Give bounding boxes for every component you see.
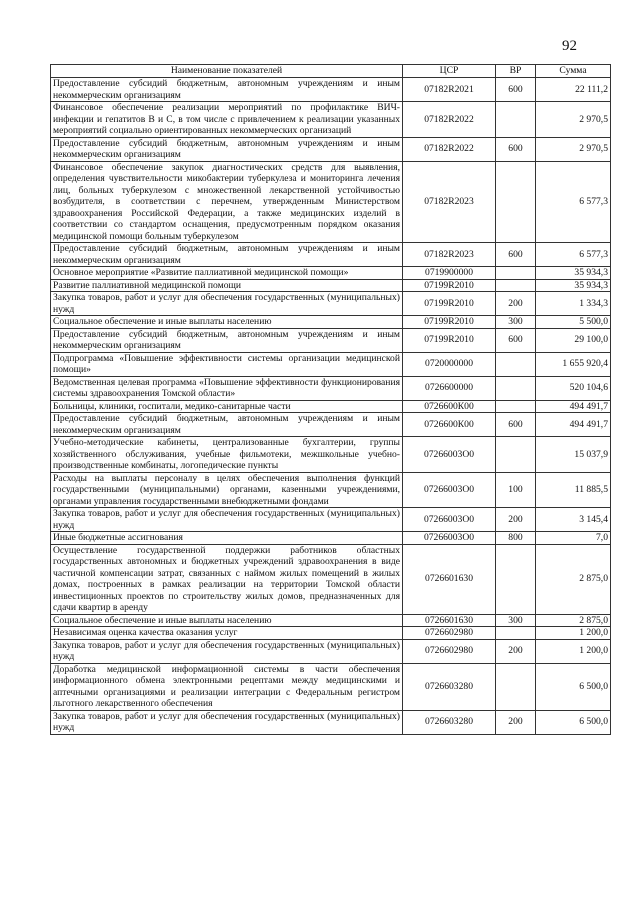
row-sum: 6 577,3 [536,243,611,267]
table-row [51,352,611,376]
row-vr: 600 [496,328,536,352]
row-sum: 1 200,0 [536,639,611,663]
row-csr: 0726602980 [403,627,496,640]
row-csr: 0726600К00 [403,413,496,437]
row-name: Предоставление субсидий бюджетным, автономным учреждениям и иным некоммерческим организациям [51,137,403,161]
row-vr: 100 [496,472,536,508]
row-vr [496,437,536,473]
budget-table [50,64,611,735]
row-vr: 600 [496,137,536,161]
row-sum: 29 100,0 [536,328,611,352]
row-csr: 0726603280 [403,663,496,710]
table-row [51,102,611,138]
table-row [51,532,611,545]
row-sum: 520 104,6 [536,376,611,400]
header-vr: ВР [496,65,536,78]
row-csr: 0726603280 [403,710,496,734]
row-vr [496,544,536,614]
row-vr: 800 [496,532,536,545]
row-csr: 0726601630 [403,544,496,614]
row-sum: 3 145,4 [536,508,611,532]
row-vr: 600 [496,78,536,102]
table-row [51,639,611,663]
row-vr: 300 [496,614,536,627]
row-vr [496,102,536,138]
row-csr: 07199R2010 [403,292,496,316]
row-sum: 2 875,0 [536,614,611,627]
row-name: Закупка товаров, работ и услуг для обеспечения государственных (муниципальных) нужд [51,508,403,532]
row-name: Ведомственная целевая программа «Повышение эффективности функционирования системы здравоохранения Томской области» [51,376,403,400]
table-row [51,614,611,627]
row-sum: 494 491,7 [536,413,611,437]
row-sum: 494 491,7 [536,400,611,413]
row-name: Финансовое обеспечение закупок диагностических средств для выявления, определения чувствительности микобактерии туберкулеза и мониторинга лечения лиц, больных туберкулезом с множественной лекарственной устойчивостью возбудителя, в соответствии с перечнем, утвержденным Министерством здравоохранения Российской Федерации, а также медицинских изделий в соответствии со стандартом оснащения, предусмотренным порядком оказания медицинской помощи больным туберкулезом [51,161,403,243]
row-sum: 6 500,0 [536,663,611,710]
header-name: Наименование показателей [51,65,403,78]
row-csr: 07199R2010 [403,328,496,352]
header-sum: Сумма [536,65,611,78]
table-row [51,316,611,329]
row-name: Предоставление субсидий бюджетным, автономным учреждениям и иным некоммерческим организациям [51,328,403,352]
row-sum: 22 111,2 [536,78,611,102]
row-vr [496,376,536,400]
row-vr [496,267,536,280]
row-csr: 07199R2010 [403,316,496,329]
row-vr: 200 [496,639,536,663]
table-row [51,292,611,316]
row-sum: 35 934,3 [536,279,611,292]
row-vr: 200 [496,292,536,316]
row-name: Предоставление субсидий бюджетным, автономным учреждениям и иным некоммерческим организациям [51,413,403,437]
table-row [51,267,611,280]
row-name: Предоставление субсидий бюджетным, автономным учреждениям и иным некоммерческим организациям [51,78,403,102]
table-row [51,243,611,267]
row-vr [496,352,536,376]
table-header-row [51,65,611,78]
row-name: Финансовое обеспечение реализации мероприятий по профилактике ВИЧ-инфекции и гепатитов B и C, в том числе с привлечением к реализации указанных мероприятий социально ориентированных некоммерческих организаций [51,102,403,138]
row-vr: 200 [496,710,536,734]
row-sum: 5 500,0 [536,316,611,329]
row-sum: 15 037,9 [536,437,611,473]
row-csr: 07182R2023 [403,243,496,267]
row-csr: 07182R2022 [403,102,496,138]
row-name: Основное мероприятие «Развитие паллиативной медицинской помощи» [51,267,403,280]
row-csr: 0726600000 [403,376,496,400]
table-row [51,376,611,400]
table-row [51,413,611,437]
row-csr: 07182R2021 [403,78,496,102]
row-name: Иные бюджетные ассигнования [51,532,403,545]
table-row [51,161,611,243]
table-row [51,710,611,734]
row-sum: 1 655 920,4 [536,352,611,376]
row-vr: 300 [496,316,536,329]
row-sum: 7,0 [536,532,611,545]
row-name: Доработка медицинской информационной системы в части обеспечения информационного обмена электронными рецептами между медицинскими и аптечными организациями и реализации интеграции с Федеральным регистром льготного лекарственного обеспечения [51,663,403,710]
row-name: Больницы, клиники, госпитали, медико-санитарные части [51,400,403,413]
header-csr: ЦСР [403,65,496,78]
row-vr [496,279,536,292]
table-row [51,279,611,292]
row-csr: 07182R2023 [403,161,496,243]
row-name: Расходы на выплаты персоналу в целях обеспечения выполнения функций государственными (муниципальными) органами, казенными учреждениями, органами управления государственными внебюджетными фондами [51,472,403,508]
row-sum: 11 885,5 [536,472,611,508]
row-name: Предоставление субсидий бюджетным, автономным учреждениям и иным некоммерческим организациям [51,243,403,267]
row-name: Закупка товаров, работ и услуг для обеспечения государственных (муниципальных) нужд [51,639,403,663]
row-sum: 2 875,0 [536,544,611,614]
row-name: Учебно-методические кабинеты, централизованные бухгалтерии, группы хозяйственного обслуживания, учебные фильмотеки, межшкольные учебно-производственные комбинаты, логопедические пункты [51,437,403,473]
row-name: Независимая оценка качества оказания услуг [51,627,403,640]
table-row [51,544,611,614]
row-sum: 2 970,5 [536,137,611,161]
row-name: Развитие паллиативной медицинской помощи [51,279,403,292]
row-sum: 6 500,0 [536,710,611,734]
row-name: Закупка товаров, работ и услуг для обеспечения государственных (муниципальных) нужд [51,710,403,734]
row-vr: 200 [496,508,536,532]
row-vr [496,161,536,243]
table-row [51,328,611,352]
row-vr [496,627,536,640]
row-sum: 35 934,3 [536,267,611,280]
row-csr: 0720000000 [403,352,496,376]
row-sum: 2 970,5 [536,102,611,138]
page-number: 92 [562,38,577,54]
row-name: Осуществление государственной поддержки работников областных государственных автономных и бюджетных учреждений здравоохранения в виде частичной компенсации затрат, связанных с наймом жилых помещений в жилых домах, построенных в рамках реализации на территории Томской области инвестиционных проектов по строительству жилых домов, предназначенных для сдачи квартир в аренду [51,544,403,614]
row-csr: 0726601630 [403,614,496,627]
row-name: Закупка товаров, работ и услуг для обеспечения государственных (муниципальных) нужд [51,292,403,316]
table-row [51,472,611,508]
row-name: Подпрограмма «Повышение эффективности системы организации медицинской помощи» [51,352,403,376]
table-row [51,137,611,161]
row-sum: 6 577,3 [536,161,611,243]
row-csr: 07182R2022 [403,137,496,161]
table-row [51,78,611,102]
row-vr [496,400,536,413]
table-row [51,437,611,473]
row-csr: 07199R2010 [403,279,496,292]
row-csr: 0726602980 [403,639,496,663]
row-name: Социальное обеспечение и иные выплаты населению [51,316,403,329]
row-vr [496,663,536,710]
table-row [51,400,611,413]
row-csr: 0719900000 [403,267,496,280]
row-csr: 07266003О0 [403,508,496,532]
row-csr: 07266003О0 [403,532,496,545]
table-row [51,663,611,710]
row-name: Социальное обеспечение и иные выплаты населению [51,614,403,627]
row-vr: 600 [496,413,536,437]
row-sum: 1 200,0 [536,627,611,640]
row-vr: 600 [496,243,536,267]
row-csr: 0726600К00 [403,400,496,413]
row-sum: 1 334,3 [536,292,611,316]
table-row [51,627,611,640]
row-csr: 07266003О0 [403,437,496,473]
table-row [51,508,611,532]
row-csr: 07266003О0 [403,472,496,508]
